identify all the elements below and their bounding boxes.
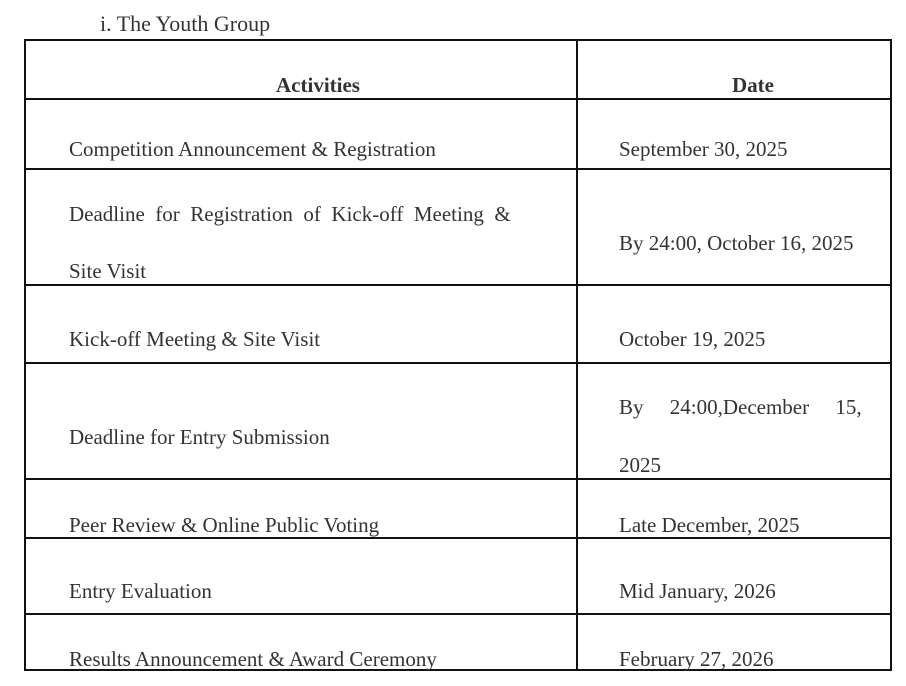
date-cell: February 27, 2026	[619, 647, 774, 671]
activity-cell: Kick-off Meeting & Site Visit	[69, 327, 321, 351]
activity-cell: Peer Review & Online Public Voting	[69, 513, 380, 537]
row-divider	[26, 362, 890, 364]
date-cell: By 24:00,December 15,	[619, 395, 862, 419]
date-cell: September 30, 2025	[619, 137, 788, 161]
schedule-table	[24, 39, 892, 671]
date-cell: Mid January, 2026	[619, 579, 776, 603]
row-divider	[26, 478, 890, 480]
date-cell: Late December, 2025	[619, 513, 800, 537]
activity-cell: Deadline for Registration of Kick-off Meeting &	[69, 202, 511, 226]
activity-cell: Results Announcement & Award Ceremony	[69, 647, 437, 671]
date-cell: By 24:00, October 16, 2025	[619, 231, 854, 255]
column-divider	[576, 41, 578, 669]
activity-cell: Entry Evaluation	[69, 579, 212, 603]
header-date: Date	[732, 73, 774, 97]
activity-cell: Deadline for Entry Submission	[69, 425, 330, 449]
row-divider	[26, 284, 890, 286]
activity-cell-line2: Site Visit	[69, 259, 147, 283]
row-divider	[26, 168, 890, 170]
section-heading: i. The Youth Group	[100, 11, 271, 36]
activity-cell: Competition Announcement & Registration	[69, 137, 436, 161]
row-divider	[26, 613, 890, 615]
header-activities: Activities	[276, 73, 360, 97]
date-cell-line2: 2025	[619, 453, 661, 477]
date-cell: October 19, 2025	[619, 327, 766, 351]
